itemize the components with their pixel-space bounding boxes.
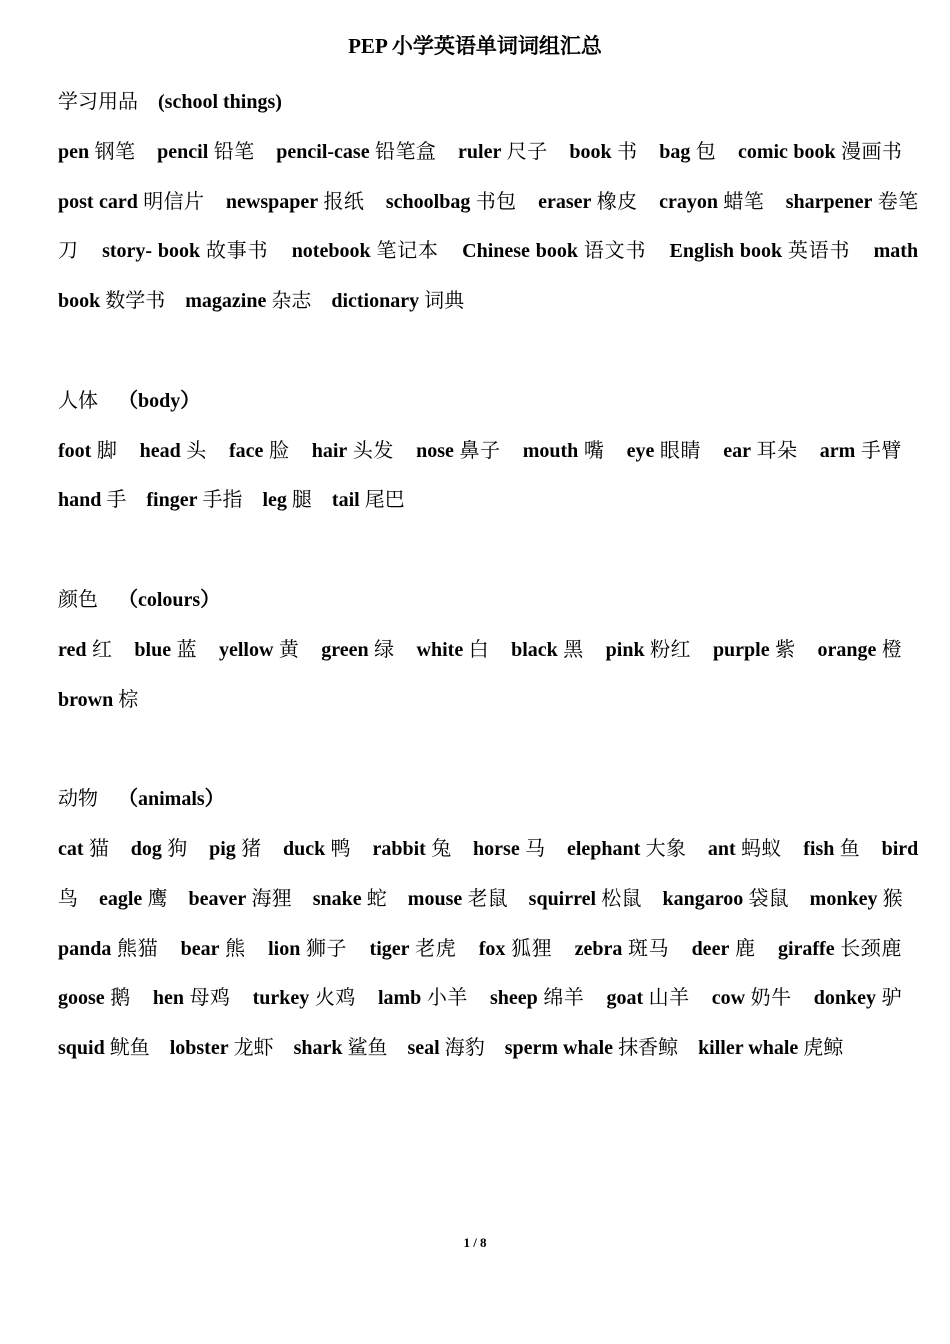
vocab-english: green bbox=[321, 638, 369, 661]
vocab-english: foot bbox=[58, 439, 92, 462]
vocab-english: book bbox=[569, 140, 612, 163]
section-title-en: （body） bbox=[118, 389, 201, 412]
vocab-entry bbox=[229, 440, 290, 462]
vocab-entry bbox=[276, 141, 436, 163]
vocab-english: mouth bbox=[522, 439, 579, 462]
vocab-entry bbox=[670, 240, 851, 262]
vocab-english: bear bbox=[180, 937, 220, 960]
vocab-chinese: 腿 bbox=[291, 489, 312, 512]
vocab-english: snake bbox=[312, 887, 362, 910]
vocab-chinese: 棕 bbox=[118, 688, 139, 711]
vocab-chinese: 猴 bbox=[882, 887, 903, 910]
vocab-entry bbox=[738, 141, 902, 163]
vocab-entry bbox=[58, 938, 158, 960]
vocab-chinese: 奶牛 bbox=[750, 987, 792, 1010]
vocab-english: squirrel bbox=[528, 887, 597, 910]
vocab-chinese: 驴 bbox=[881, 987, 903, 1010]
vocab-chinese: 脸 bbox=[268, 439, 290, 462]
vocab-english: ant bbox=[707, 837, 736, 860]
vocab-chinese: 海豹 bbox=[444, 1037, 485, 1060]
vocab-chinese: 猪 bbox=[241, 837, 262, 860]
vocab-entry bbox=[140, 440, 207, 462]
vocab-chinese: 绵羊 bbox=[543, 987, 585, 1010]
vocab-english: pen bbox=[58, 140, 90, 163]
word-list bbox=[58, 626, 918, 726]
vocab-english: white bbox=[416, 638, 464, 661]
vocab-chinese: 白 bbox=[468, 638, 490, 661]
vocab-english: lamb bbox=[377, 987, 422, 1010]
vocab-english: sharpener bbox=[785, 190, 873, 213]
vocab-english: bag bbox=[659, 140, 691, 163]
vocab-chinese: 紫 bbox=[775, 638, 796, 661]
vocab-english: arm bbox=[819, 439, 856, 462]
vocab-entry bbox=[185, 290, 311, 312]
vocab-english: newspaper bbox=[225, 190, 319, 213]
vocab-entry bbox=[505, 1037, 678, 1059]
vocab-chinese: 眼睛 bbox=[659, 439, 701, 462]
vocab-chinese: 漫画书 bbox=[841, 140, 903, 163]
vocab-english: donkey bbox=[813, 987, 877, 1010]
vocab-chinese: 书包 bbox=[475, 190, 517, 213]
vocab-english: hair bbox=[311, 439, 348, 462]
vocab-english: beaver bbox=[188, 887, 247, 910]
vocab-chinese: 山羊 bbox=[648, 987, 690, 1010]
section-title-zh: 颜色 bbox=[58, 588, 98, 611]
vocab-chinese: 鱼 bbox=[839, 837, 861, 860]
vocab-entry bbox=[659, 191, 764, 213]
word-list bbox=[58, 427, 918, 527]
vocab-entry bbox=[416, 440, 500, 462]
vocab-entry bbox=[820, 440, 902, 462]
vocab-english: orange bbox=[817, 638, 877, 661]
vocab-chinese: 橡皮 bbox=[596, 190, 638, 213]
vocab-entry bbox=[575, 938, 670, 960]
vocab-chinese: 熊 bbox=[225, 937, 246, 960]
vocab-entry bbox=[312, 440, 394, 462]
vocab-english: eagle bbox=[99, 887, 143, 910]
vocab-chinese: 铅笔 bbox=[213, 140, 255, 163]
vocab-chinese: 龙虾 bbox=[233, 1037, 274, 1060]
vocab-chinese: 橙 bbox=[881, 638, 903, 661]
vocab-entry bbox=[462, 240, 646, 262]
vocab-english: hen bbox=[152, 987, 184, 1010]
vocab-english: eraser bbox=[538, 190, 592, 213]
section-title-zh: 动物 bbox=[58, 788, 98, 811]
vocab-entry bbox=[523, 440, 605, 462]
vocab-chinese: 蓝 bbox=[176, 638, 198, 661]
vocab-entry bbox=[386, 191, 517, 213]
vocab-chinese: 钢笔 bbox=[94, 140, 136, 163]
page-title-en: PEP bbox=[348, 34, 387, 58]
vocab-chinese: 报纸 bbox=[323, 190, 365, 213]
vocab-chinese: 书 bbox=[617, 140, 638, 163]
vocab-entry bbox=[253, 987, 356, 1009]
vocab-entry bbox=[713, 639, 796, 661]
vocab-english: sperm whale bbox=[504, 1037, 614, 1060]
vocab-entry bbox=[283, 838, 351, 860]
vocab-chinese: 鱿鱼 bbox=[109, 1037, 150, 1060]
vocab-english: brown bbox=[58, 688, 114, 711]
vocab-english: seal bbox=[407, 1037, 440, 1060]
vocab-entry bbox=[708, 838, 782, 860]
section-title-zh: 人体 bbox=[58, 389, 98, 412]
vocab-entry bbox=[332, 489, 405, 511]
vocab-entry bbox=[134, 639, 197, 661]
vocab-chinese: 狗 bbox=[167, 837, 188, 860]
vocab-entry bbox=[458, 141, 548, 163]
vocab-english: pencil-case bbox=[276, 140, 370, 163]
vocab-chinese: 耳朵 bbox=[756, 439, 798, 462]
vocab-english: panda bbox=[58, 937, 112, 960]
vocab-entry bbox=[157, 141, 254, 163]
vocab-english: purple bbox=[712, 638, 770, 661]
word-list bbox=[58, 128, 918, 327]
vocab-english: sheep bbox=[489, 987, 538, 1010]
vocab-english: cow bbox=[711, 987, 746, 1010]
vocab-entry bbox=[659, 141, 716, 163]
vocab-entry bbox=[569, 141, 637, 163]
vocab-chinese: 嘴 bbox=[583, 439, 605, 462]
vocab-english: eye bbox=[626, 439, 655, 462]
section-header bbox=[58, 78, 918, 128]
vocab-chinese: 头 bbox=[186, 439, 207, 462]
vocab-english: magazine bbox=[185, 290, 267, 313]
vocab-entry bbox=[294, 1037, 388, 1059]
vocab-entry bbox=[818, 639, 903, 661]
vocab-entry bbox=[814, 987, 902, 1009]
vocab-entry bbox=[662, 888, 788, 910]
vocab-chinese: 兔 bbox=[431, 837, 452, 860]
vocab-english: goose bbox=[58, 987, 105, 1010]
vocab-chinese: 红 bbox=[92, 638, 113, 661]
vocab-entry bbox=[58, 489, 126, 511]
vocabulary-list bbox=[58, 78, 918, 1074]
vocab-chinese: 老鼠 bbox=[467, 887, 508, 910]
vocab-english: ruler bbox=[458, 140, 502, 163]
vocab-english: nose bbox=[416, 439, 454, 462]
vocab-chinese: 马 bbox=[525, 837, 546, 860]
vocab-entry bbox=[606, 987, 689, 1009]
section-title-en: （colours） bbox=[118, 588, 221, 611]
vocab-chinese: 大象 bbox=[645, 837, 687, 860]
vocab-english: schoolbag bbox=[385, 190, 471, 213]
vocab-entry bbox=[529, 888, 642, 910]
vocab-english: zebra bbox=[574, 937, 623, 960]
page-title bbox=[0, 32, 950, 60]
vocab-entry bbox=[189, 888, 292, 910]
vocab-english: yellow bbox=[218, 638, 274, 661]
vocab-chinese: 鹿 bbox=[734, 937, 756, 960]
vocab-entry bbox=[810, 888, 903, 910]
section-spacer bbox=[58, 526, 918, 576]
vocab-chinese: 头发 bbox=[352, 439, 394, 462]
section-title-en: （animals） bbox=[118, 788, 225, 811]
vocab-chinese: 明信片 bbox=[143, 190, 205, 213]
vocab-english: horse bbox=[473, 837, 520, 860]
vocab-english: English book bbox=[669, 240, 783, 263]
vocab-english: rabbit bbox=[372, 837, 426, 860]
vocab-entry bbox=[58, 191, 204, 213]
vocab-entry bbox=[723, 440, 797, 462]
vocab-chinese: 抹香鲸 bbox=[618, 1037, 679, 1060]
vocab-chinese: 蚂蚁 bbox=[741, 837, 782, 860]
vocab-chinese: 鹅 bbox=[110, 987, 131, 1010]
vocab-entry bbox=[58, 838, 109, 860]
vocab-chinese: 数学书 bbox=[105, 290, 166, 313]
vocab-chinese: 卷笔刀 bbox=[58, 190, 919, 263]
vocab-chinese: 蜡笔 bbox=[723, 190, 765, 213]
vocab-chinese: 袋鼠 bbox=[748, 887, 789, 910]
vocab-english: tail bbox=[331, 489, 360, 512]
vocab-chinese: 老虎 bbox=[415, 937, 457, 960]
vocab-entry bbox=[370, 938, 457, 960]
vocab-chinese: 黄 bbox=[278, 638, 300, 661]
vocab-entry bbox=[490, 987, 584, 1009]
vocab-entry bbox=[58, 1037, 150, 1059]
vocab-entry bbox=[131, 838, 188, 860]
vocab-entry bbox=[181, 938, 246, 960]
vocab-entry bbox=[511, 639, 584, 661]
vocab-chinese: 小羊 bbox=[426, 987, 468, 1010]
vocab-chinese: 虎鲸 bbox=[803, 1037, 844, 1060]
vocab-english: squid bbox=[58, 1037, 105, 1060]
vocab-chinese: 鼻子 bbox=[459, 439, 501, 462]
section-title-en: (school things) bbox=[158, 91, 282, 113]
vocab-english: mouse bbox=[407, 887, 463, 910]
vocab-chinese: 英语书 bbox=[787, 240, 851, 263]
vocab-english: turkey bbox=[252, 987, 310, 1010]
vocab-english: post card bbox=[58, 190, 138, 213]
vocab-english: lion bbox=[268, 937, 301, 960]
vocab-entry bbox=[99, 888, 168, 910]
vocab-chinese: 手 bbox=[106, 489, 127, 512]
vocab-chinese: 鸟 bbox=[58, 887, 79, 910]
vocab-english: deer bbox=[691, 937, 730, 960]
vocab-chinese: 狮子 bbox=[305, 937, 348, 960]
page-number: 1 / 8 bbox=[463, 1235, 487, 1250]
vocab-entry bbox=[321, 639, 394, 661]
vocab-chinese: 语文书 bbox=[583, 240, 647, 263]
vocab-english: lobster bbox=[169, 1037, 229, 1060]
vocab-chinese: 粉红 bbox=[650, 638, 692, 661]
vocab-entry bbox=[712, 987, 792, 1009]
vocab-chinese: 包 bbox=[695, 140, 717, 163]
vocab-entry bbox=[58, 141, 135, 163]
vocab-entry bbox=[58, 440, 117, 462]
vocab-english: finger bbox=[146, 489, 198, 512]
vocab-entry bbox=[331, 290, 464, 312]
vocab-chinese: 鲨鱼 bbox=[347, 1037, 388, 1060]
vocab-chinese: 绿 bbox=[374, 638, 395, 661]
vocab-chinese: 鹰 bbox=[147, 887, 168, 910]
vocab-entry bbox=[473, 838, 545, 860]
vocab-chinese: 松鼠 bbox=[601, 887, 642, 910]
vocab-english: fox bbox=[478, 937, 506, 960]
vocab-english: fish bbox=[803, 837, 835, 860]
section-spacer bbox=[58, 725, 918, 775]
vocab-chinese: 母鸡 bbox=[189, 987, 231, 1010]
vocab-english: elephant bbox=[566, 837, 641, 860]
vocab-entry bbox=[698, 1037, 843, 1059]
vocab-entry bbox=[58, 639, 112, 661]
vocab-english: math book bbox=[58, 240, 919, 313]
vocab-entry bbox=[58, 689, 138, 711]
vocab-english: duck bbox=[283, 837, 326, 860]
vocab-english: leg bbox=[262, 489, 287, 512]
vocab-entry bbox=[313, 888, 387, 910]
vocab-english: face bbox=[229, 439, 264, 462]
vocab-entry bbox=[58, 987, 131, 1009]
vocab-entry bbox=[153, 987, 231, 1009]
vocab-english: cat bbox=[58, 837, 84, 860]
vocab-chinese: 长颈鹿 bbox=[840, 937, 902, 960]
section-title-zh: 学习用品 bbox=[58, 91, 138, 113]
vocab-chinese: 海狸 bbox=[251, 887, 292, 910]
vocab-english: pig bbox=[209, 837, 236, 860]
vocab-english: pink bbox=[605, 638, 645, 661]
vocab-english: killer whale bbox=[698, 1037, 799, 1060]
vocab-entry bbox=[778, 938, 902, 960]
vocab-entry bbox=[102, 240, 268, 262]
vocab-english: blue bbox=[134, 638, 172, 661]
vocab-chinese: 熊猫 bbox=[116, 937, 159, 960]
vocab-entry bbox=[692, 938, 756, 960]
vocab-english: dog bbox=[130, 837, 162, 860]
vocab-english: crayon bbox=[659, 190, 718, 213]
vocab-english: shark bbox=[293, 1037, 343, 1060]
vocab-entry bbox=[219, 639, 299, 661]
vocab-english: giraffe bbox=[777, 937, 835, 960]
vocab-entry bbox=[417, 639, 490, 661]
vocab-english: comic book bbox=[737, 140, 836, 163]
vocab-english: story- book bbox=[102, 240, 201, 263]
vocab-chinese: 鸭 bbox=[330, 837, 352, 860]
vocab-chinese: 狐狸 bbox=[511, 937, 553, 960]
vocab-chinese: 铅笔盒 bbox=[375, 140, 437, 163]
section-header bbox=[58, 576, 918, 626]
vocab-english: tiger bbox=[369, 937, 410, 960]
vocab-english: pencil bbox=[157, 140, 209, 163]
vocab-english: hand bbox=[58, 489, 102, 512]
vocab-entry bbox=[378, 987, 468, 1009]
vocab-chinese: 笔记本 bbox=[376, 240, 439, 263]
page-title-zh: 小学英语单词词组汇总 bbox=[391, 34, 602, 58]
vocab-english: kangaroo bbox=[662, 887, 744, 910]
vocab-entry bbox=[479, 938, 552, 960]
vocab-english: head bbox=[139, 439, 181, 462]
vocab-entry bbox=[408, 888, 508, 910]
vocab-entry bbox=[209, 838, 261, 860]
vocab-entry bbox=[226, 191, 364, 213]
vocab-english: ear bbox=[723, 439, 751, 462]
vocab-entry bbox=[292, 240, 439, 262]
vocab-english: monkey bbox=[809, 887, 878, 910]
vocab-english: goat bbox=[606, 987, 644, 1010]
vocab-chinese: 故事书 bbox=[205, 240, 269, 263]
vocab-english: Chinese book bbox=[462, 240, 578, 263]
vocab-chinese: 斑马 bbox=[627, 937, 670, 960]
vocab-english: black bbox=[511, 638, 558, 661]
vocab-chinese: 手臂 bbox=[860, 439, 902, 462]
vocab-english: bird bbox=[881, 837, 919, 860]
section-header bbox=[58, 775, 918, 825]
vocab-chinese: 杂志 bbox=[271, 290, 312, 313]
section-header bbox=[58, 377, 918, 427]
vocab-entry bbox=[262, 489, 311, 511]
vocab-entry bbox=[170, 1037, 274, 1059]
vocab-entry bbox=[146, 489, 242, 511]
vocab-entry bbox=[408, 1037, 485, 1059]
vocab-chinese: 脚 bbox=[96, 439, 118, 462]
vocab-english: dictionary bbox=[331, 290, 420, 313]
vocab-chinese: 猫 bbox=[88, 837, 110, 860]
vocab-entry bbox=[627, 440, 701, 462]
vocab-entry bbox=[268, 938, 347, 960]
vocab-chinese: 词典 bbox=[424, 290, 465, 313]
vocab-chinese: 尾巴 bbox=[364, 489, 405, 512]
vocab-english: notebook bbox=[291, 240, 371, 263]
vocab-entry bbox=[567, 838, 686, 860]
vocab-english: red bbox=[58, 638, 87, 661]
vocab-chinese: 蛇 bbox=[366, 887, 387, 910]
word-list bbox=[58, 825, 918, 1074]
vocab-chinese: 手指 bbox=[202, 489, 243, 512]
vocab-entry bbox=[803, 838, 860, 860]
vocab-entry bbox=[606, 639, 691, 661]
vocab-chinese: 火鸡 bbox=[314, 987, 356, 1010]
vocab-chinese: 尺子 bbox=[506, 140, 548, 163]
section-spacer bbox=[58, 327, 918, 377]
vocab-chinese: 黑 bbox=[563, 638, 584, 661]
vocab-entry bbox=[372, 838, 451, 860]
vocab-entry bbox=[538, 191, 637, 213]
